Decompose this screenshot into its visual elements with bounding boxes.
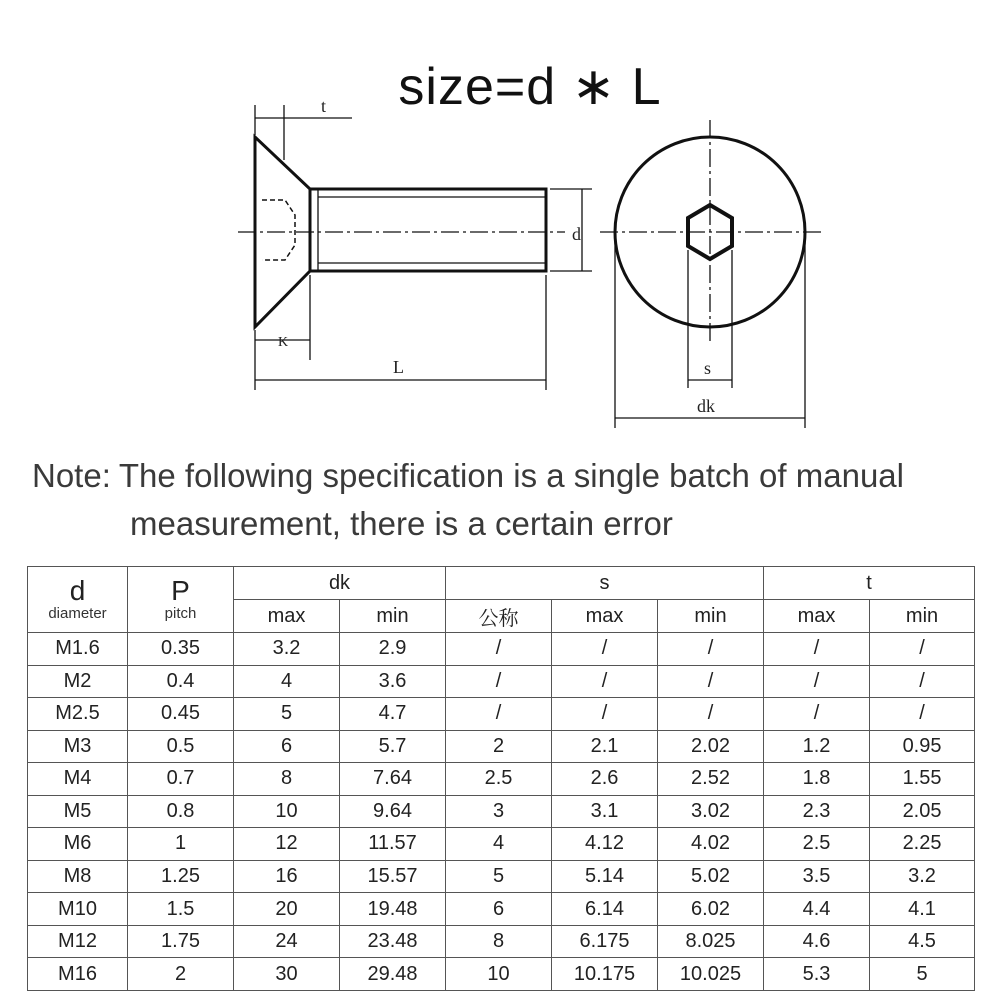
table-cell: 8	[234, 763, 340, 796]
table-cell: 9.64	[340, 795, 446, 828]
table-cell: M6	[28, 828, 128, 861]
note-text	[32, 452, 982, 548]
header-s-max: max	[552, 600, 658, 633]
table-cell: 0.7	[128, 763, 234, 796]
header-dk: dk	[234, 567, 446, 600]
table-cell: 6	[446, 893, 552, 926]
table-row	[28, 893, 975, 926]
table-cell: 3	[446, 795, 552, 828]
table-cell: 1.55	[870, 763, 975, 796]
table-cell: /	[658, 665, 764, 698]
table-cell: 3.2	[870, 860, 975, 893]
table-cell: 30	[234, 958, 340, 991]
table-cell: 0.4	[128, 665, 234, 698]
table-cell: 6.175	[552, 925, 658, 958]
table-row	[28, 665, 975, 698]
table-cell: M10	[28, 893, 128, 926]
table-cell: M16	[28, 958, 128, 991]
table-row	[28, 730, 975, 763]
table-cell: 2.05	[870, 795, 975, 828]
table-cell: 5.7	[340, 730, 446, 763]
note-line-1: The following specification is a single batch of manual	[118, 457, 904, 494]
spec-table-body	[28, 633, 975, 991]
table-cell: 8	[446, 925, 552, 958]
table-cell: 23.48	[340, 925, 446, 958]
label-d: d	[572, 224, 581, 244]
table-cell: 6.02	[658, 893, 764, 926]
table-cell: 2.25	[870, 828, 975, 861]
table-cell: 1.75	[128, 925, 234, 958]
table-cell: 6	[234, 730, 340, 763]
table-cell: M2.5	[28, 698, 128, 731]
table-cell: 2.02	[658, 730, 764, 763]
table-cell: /	[658, 633, 764, 666]
table-cell: 10.025	[658, 958, 764, 991]
table-cell: 10.175	[552, 958, 658, 991]
table-cell: /	[552, 633, 658, 666]
table-cell: M8	[28, 860, 128, 893]
table-cell: 12	[234, 828, 340, 861]
table-cell: 1	[128, 828, 234, 861]
header-t-max: max	[764, 600, 870, 633]
table-cell: M12	[28, 925, 128, 958]
table-cell: 7.64	[340, 763, 446, 796]
table-cell: 2.3	[764, 795, 870, 828]
header-dk-min: min	[340, 600, 446, 633]
table-cell: 0.5	[128, 730, 234, 763]
table-cell: 0.95	[870, 730, 975, 763]
table-cell: 3.6	[340, 665, 446, 698]
table-cell: 2.9	[340, 633, 446, 666]
table-cell: 2.52	[658, 763, 764, 796]
table-cell: 2.6	[552, 763, 658, 796]
table-cell: /	[446, 633, 552, 666]
table-cell: 5	[234, 698, 340, 731]
table-cell: 8.025	[658, 925, 764, 958]
table-cell: 4.12	[552, 828, 658, 861]
table-row	[28, 828, 975, 861]
table-cell: /	[552, 665, 658, 698]
table-cell: 10	[446, 958, 552, 991]
table-cell: 4	[234, 665, 340, 698]
table-cell: /	[870, 633, 975, 666]
table-cell: /	[764, 665, 870, 698]
table-cell: /	[764, 633, 870, 666]
note-prefix: Note:	[32, 457, 111, 494]
header-s: s	[446, 567, 764, 600]
table-cell: /	[552, 698, 658, 731]
table-cell: 1.8	[764, 763, 870, 796]
table-cell: 4.02	[658, 828, 764, 861]
table-cell: M1.6	[28, 633, 128, 666]
label-t: t	[321, 96, 327, 116]
table-row	[28, 925, 975, 958]
table-cell: 29.48	[340, 958, 446, 991]
table-cell: 2	[446, 730, 552, 763]
table-cell: /	[764, 698, 870, 731]
table-cell: M5	[28, 795, 128, 828]
table-cell: 11.57	[340, 828, 446, 861]
table-row	[28, 958, 975, 991]
table-cell: M4	[28, 763, 128, 796]
table-cell: 2	[128, 958, 234, 991]
table-cell: 5.3	[764, 958, 870, 991]
table-cell: M2	[28, 665, 128, 698]
table-row	[28, 698, 975, 731]
table-cell: 6.14	[552, 893, 658, 926]
header-t-min: min	[870, 600, 975, 633]
header-s-nominal: 公称	[446, 600, 552, 633]
table-cell: 4.6	[764, 925, 870, 958]
screw-technical-drawing	[0, 90, 1000, 440]
table-cell: 0.8	[128, 795, 234, 828]
table-cell: M3	[28, 730, 128, 763]
table-cell: 3.1	[552, 795, 658, 828]
table-cell: 4	[446, 828, 552, 861]
table-cell: 5	[870, 958, 975, 991]
label-dk: dk	[697, 396, 715, 416]
label-s: s	[704, 358, 712, 378]
table-cell: /	[658, 698, 764, 731]
screw-shank	[310, 189, 546, 271]
table-cell: 0.35	[128, 633, 234, 666]
table-cell: 1.5	[128, 893, 234, 926]
table-cell: 4.7	[340, 698, 446, 731]
note-line-2: measurement, there is a certain error	[130, 505, 673, 542]
table-cell: 0.45	[128, 698, 234, 731]
table-cell: 20	[234, 893, 340, 926]
table-row	[28, 860, 975, 893]
table-cell: /	[446, 698, 552, 731]
table-cell: 3.02	[658, 795, 764, 828]
label-k: K	[278, 335, 289, 350]
table-cell: 1.2	[764, 730, 870, 763]
table-cell: 1.25	[128, 860, 234, 893]
table-cell: 15.57	[340, 860, 446, 893]
header-p: P pitch	[128, 567, 234, 633]
table-cell: 19.48	[340, 893, 446, 926]
table-cell: /	[870, 698, 975, 731]
table-cell: 5.02	[658, 860, 764, 893]
table-cell: 2.5	[764, 828, 870, 861]
table-cell: 10	[234, 795, 340, 828]
table-cell: 2.1	[552, 730, 658, 763]
table-cell: 4.1	[870, 893, 975, 926]
table-cell: 5.14	[552, 860, 658, 893]
table-cell: 2.5	[446, 763, 552, 796]
table-row	[28, 795, 975, 828]
table-cell: /	[870, 665, 975, 698]
header-s-min: min	[658, 600, 764, 633]
table-row	[28, 763, 975, 796]
table-cell: 24	[234, 925, 340, 958]
table-cell: 3.5	[764, 860, 870, 893]
header-t: t	[764, 567, 975, 600]
table-row	[28, 633, 975, 666]
table-cell: 4.4	[764, 893, 870, 926]
page-title: size=d ∗ L	[398, 58, 662, 116]
table-cell: /	[446, 665, 552, 698]
table-cell: 3.2	[234, 633, 340, 666]
table-cell: 16	[234, 860, 340, 893]
header-d: d diameter	[28, 567, 128, 633]
spec-table	[27, 566, 975, 991]
header-dk-max: max	[234, 600, 340, 633]
table-cell: 5	[446, 860, 552, 893]
table-cell: 4.5	[870, 925, 975, 958]
label-l: L	[393, 357, 404, 377]
